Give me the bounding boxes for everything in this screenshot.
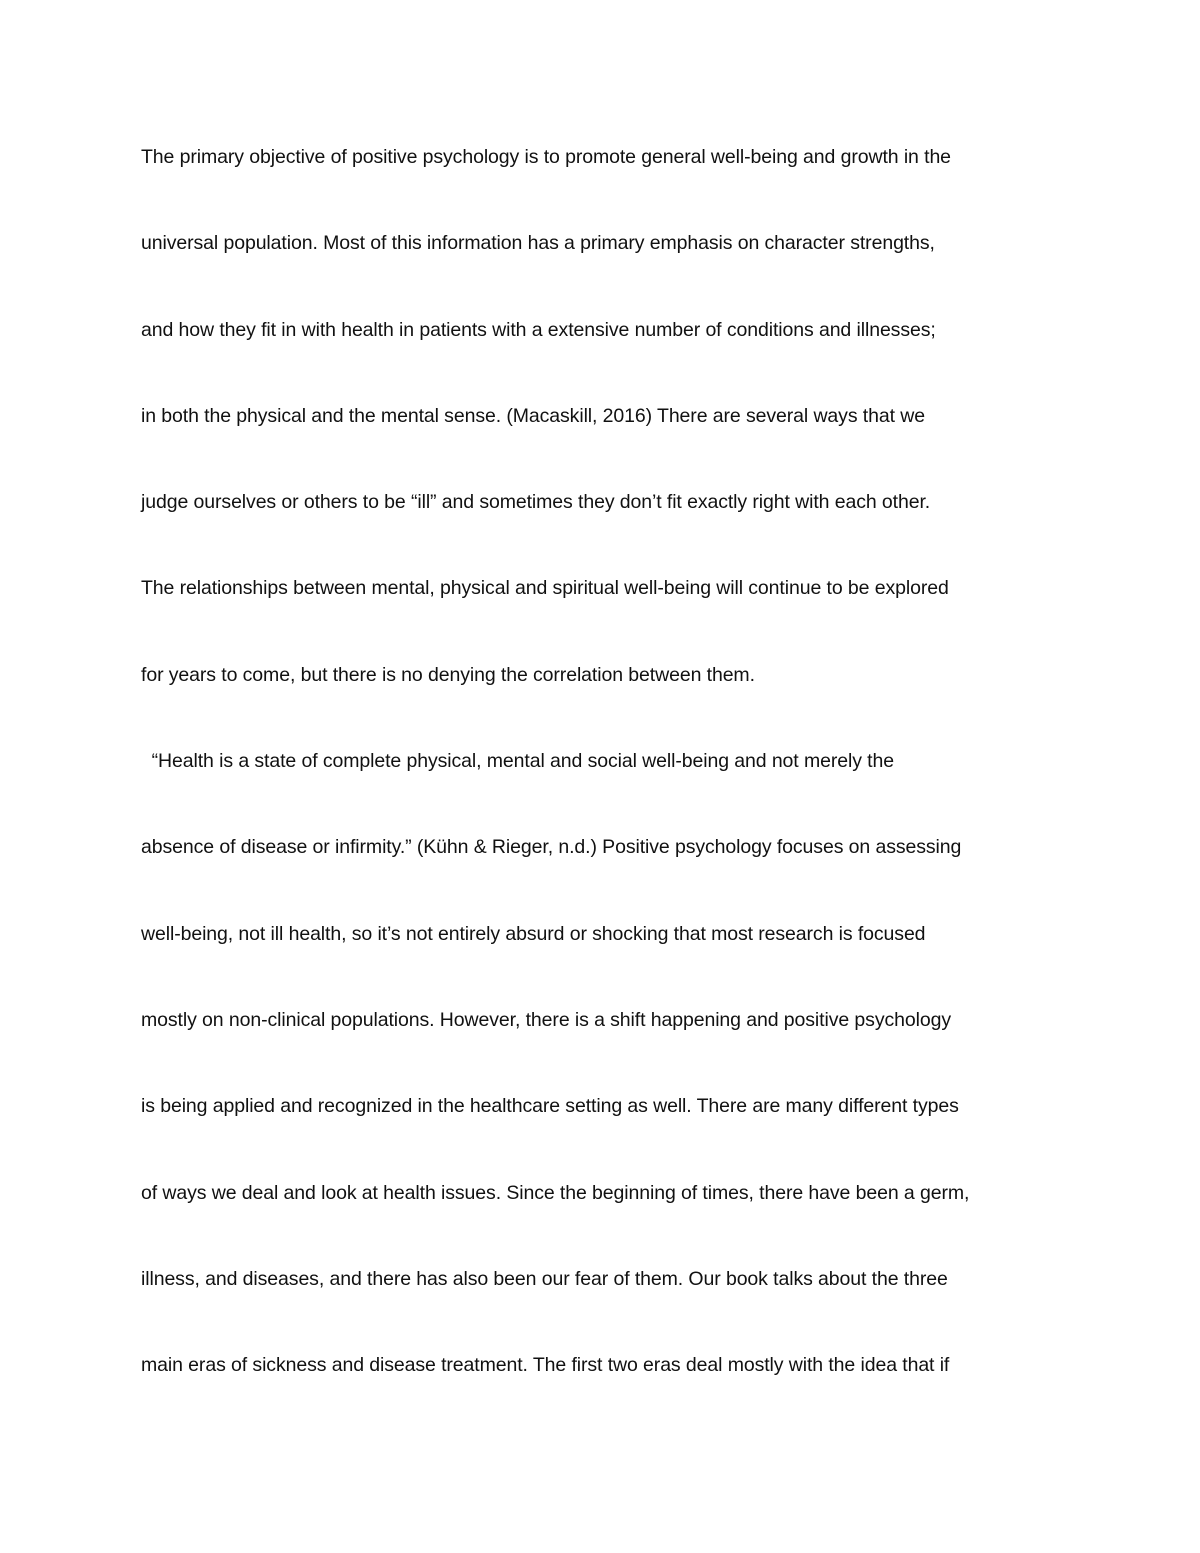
text-line: The relationships between mental, physical and spiritual well-being will continue to be explored [141, 577, 949, 600]
text-line: main eras of sickness and disease treatment. The first two eras deal mostly with the idea that if [141, 1354, 950, 1377]
text-line: well-being, not ill health, so it’s not entirely absurd or shocking that most research is focused [141, 922, 926, 945]
text-line: absence of disease or infirmity.” (Kühn & Rieger, n.d.) Positive psychology focuses on assessing [141, 836, 962, 859]
text-line: in both the physical and the mental sense. (Macaskill, 2016) There are several ways that we [141, 404, 925, 427]
text-line: mostly on non-clinical populations. However, there is a shift happening and positive psychology [141, 1008, 951, 1031]
text-line: universal population. Most of this information has a primary emphasis on character strengths, [141, 232, 935, 255]
text-line: judge ourselves or others to be “ill” and sometimes they don’t fit exactly right with each other. [141, 491, 931, 514]
body-text [141, 135, 1071, 1429]
text-line: “Health is a state of complete physical, mental and social well-being and not merely the [141, 750, 894, 773]
text-line: illness, and diseases, and there has also been our fear of them. Our book talks about the three [141, 1267, 948, 1290]
text-line: of ways we deal and look at health issues. Since the beginning of times, there have been a germ, [141, 1181, 970, 1204]
text-line: The primary objective of positive psychology is to promote general well-being and growth in the [141, 146, 951, 168]
text-line: for years to come, but there is no denying the correlation between them. [141, 663, 755, 686]
text-line: is being applied and recognized in the healthcare setting as well. There are many different types [141, 1095, 959, 1118]
text-line: and how they fit in with health in patients with a extensive number of conditions and illnesses; [141, 318, 936, 341]
